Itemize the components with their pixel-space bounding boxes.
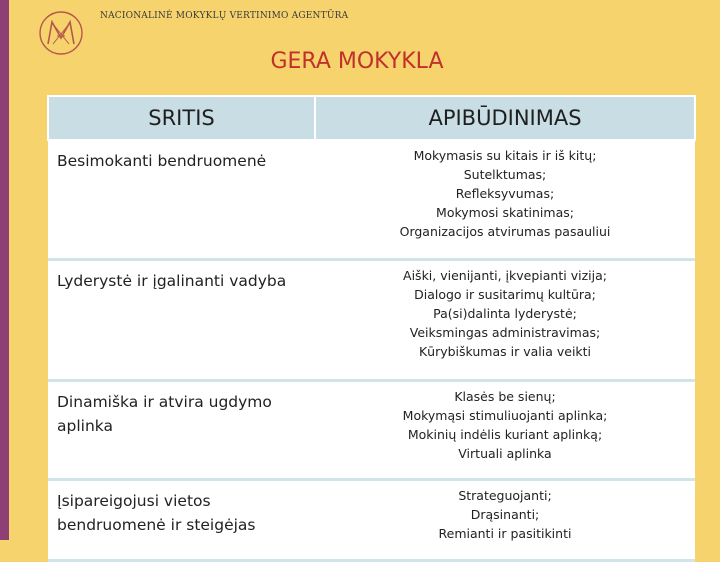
area-cell: Dinamiška ir atvira ugdymo aplinka xyxy=(48,381,315,480)
area-cell: Lyderystė ir įgalinanti vadyba xyxy=(48,260,315,381)
area-cell: Įsipareigojusi vietos bendruomenė ir steigėjas xyxy=(48,480,315,561)
description-line: Drąsinanti; xyxy=(470,507,540,522)
description-cell xyxy=(315,381,695,480)
description-cell xyxy=(315,480,695,561)
area-cell: Besimokanti bendruomenė xyxy=(48,140,315,260)
description-line: Klasės be sienų; xyxy=(454,389,556,404)
description-line: Sutelktumas; xyxy=(463,167,547,182)
column-header-area: SRITIS xyxy=(48,96,315,140)
table-row xyxy=(48,140,695,260)
description-line: Mokymasis su kitais ir iš kitų; xyxy=(413,148,597,163)
table-row xyxy=(48,381,695,480)
description-cell xyxy=(315,260,695,381)
description-line: Remianti ir pasitikinti xyxy=(438,526,572,541)
description-line: Veiksmingas administravimas; xyxy=(409,325,601,340)
description-line: Organizacijos atvirumas pasauliui xyxy=(399,224,611,239)
description-line: Mokymosi skatinimas; xyxy=(436,205,574,220)
accent-bar xyxy=(0,0,9,540)
table-row xyxy=(48,260,695,381)
table-row xyxy=(48,480,695,561)
column-header-description: APIBŪDINIMAS xyxy=(315,96,695,140)
description-line: Aiški, vienijanti, įkvepianti vizija; xyxy=(403,268,607,283)
description-cell xyxy=(315,140,695,260)
description-line: Pa(si)dalinta lyderystė; xyxy=(433,306,577,321)
agency-name: NACIONALINĖ MOKYKLŲ VERTINIMO AGENTŪRA xyxy=(100,11,349,21)
description-line: Mokinių indėlis kuriant aplinką; xyxy=(407,427,603,442)
description-line: Dialogo ir susitarimų kultūra; xyxy=(414,287,596,302)
quality-table xyxy=(47,95,696,562)
description-line: Refleksyvumas; xyxy=(455,186,555,201)
page-title: GERA MOKYKLA xyxy=(270,49,444,74)
description-line: Mokymąsi stimuliuojanti aplinka; xyxy=(402,408,608,423)
description-line: Kūrybiškumas ir valia veikti xyxy=(418,344,592,359)
description-line: Virtuali aplinka xyxy=(458,446,552,461)
description-line: Strateguojanti; xyxy=(458,488,552,503)
